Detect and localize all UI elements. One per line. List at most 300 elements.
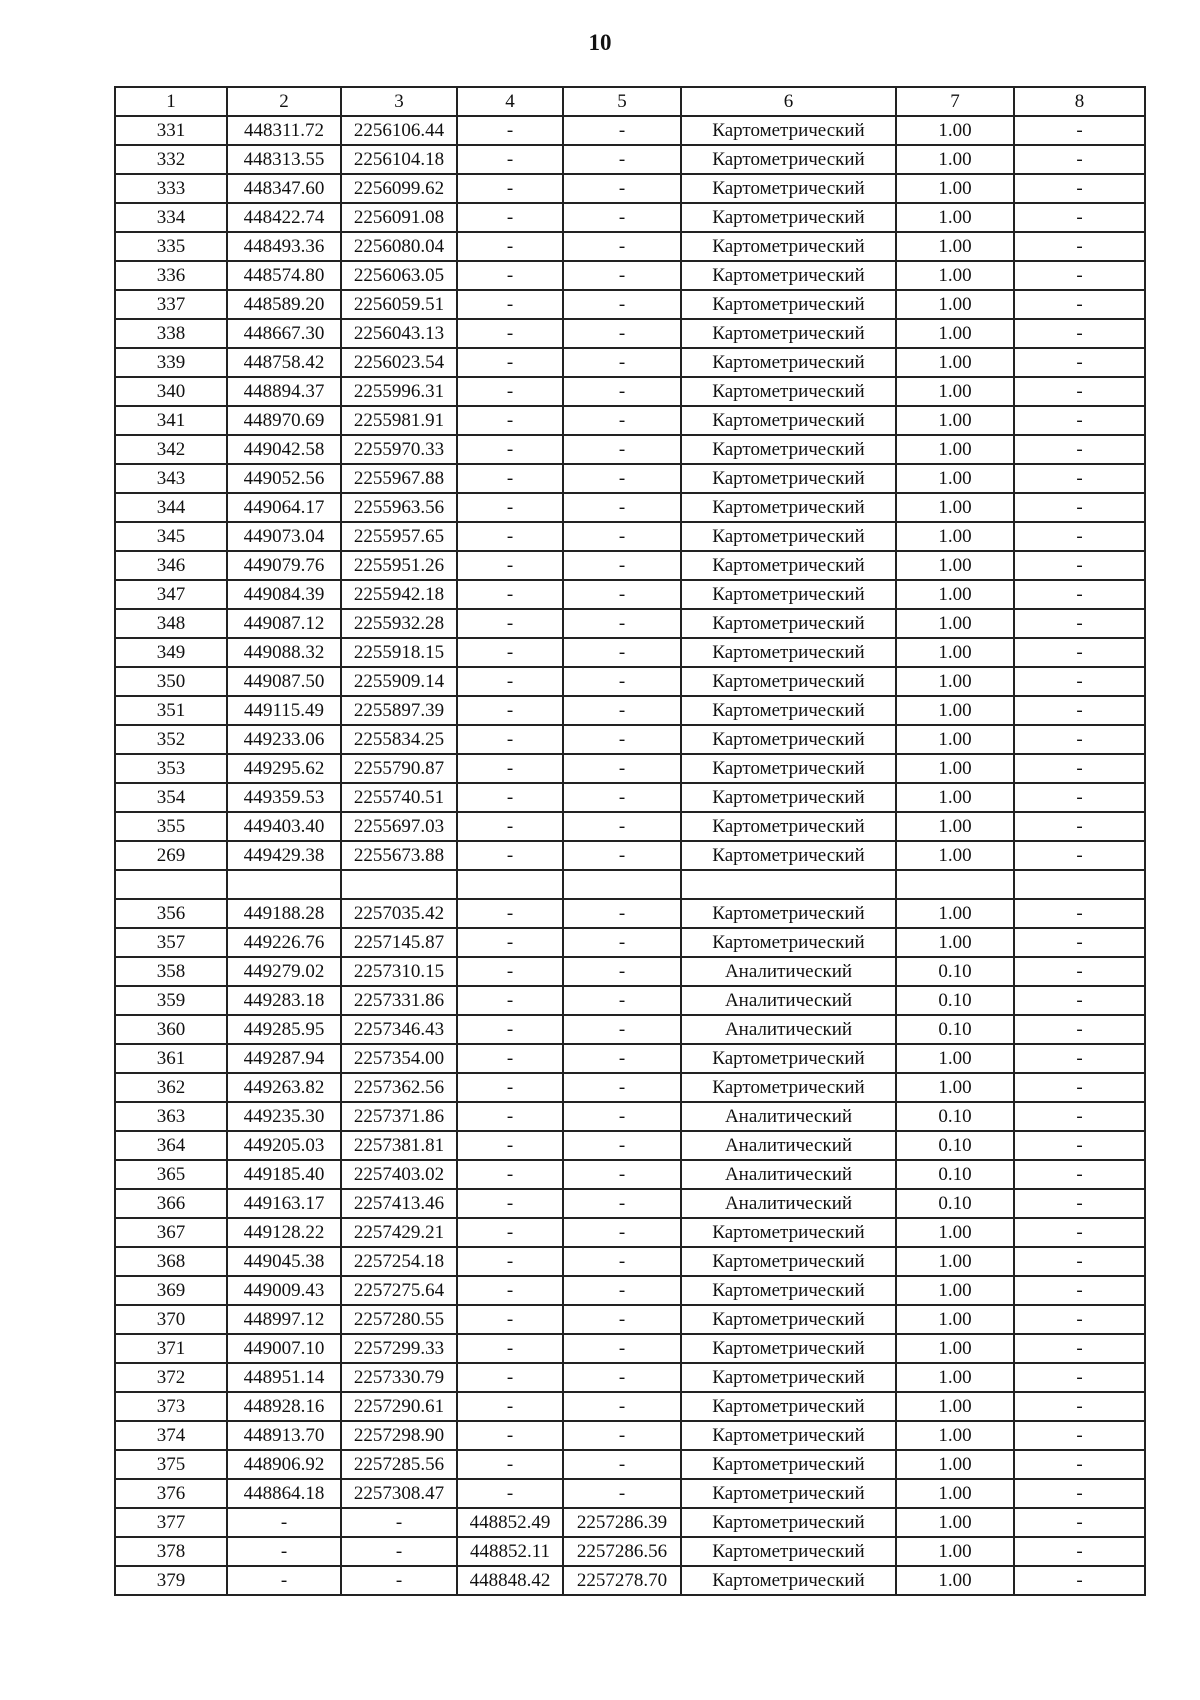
table-cell: 1.00 <box>896 928 1014 957</box>
table-cell: 2257308.47 <box>341 1479 457 1508</box>
table-cell: 449359.53 <box>227 783 341 812</box>
table-cell: - <box>563 841 681 870</box>
table-cell: 352 <box>115 725 227 754</box>
table-cell: - <box>457 812 563 841</box>
table-cell: 351 <box>115 696 227 725</box>
table-cell: 1.00 <box>896 290 1014 319</box>
table-row <box>115 1537 1145 1566</box>
table-cell: - <box>563 145 681 174</box>
table-cell: 1.00 <box>896 1334 1014 1363</box>
table-cell: - <box>563 522 681 551</box>
table-cell: - <box>563 174 681 203</box>
table-row <box>115 1189 1145 1218</box>
table-cell: 449235.30 <box>227 1102 341 1131</box>
table-cell: 2256091.08 <box>341 203 457 232</box>
table-cell: 337 <box>115 290 227 319</box>
table-cell: Картометрический <box>681 841 896 870</box>
table-cell: - <box>563 986 681 1015</box>
table-row <box>115 754 1145 783</box>
table-cell: 449128.22 <box>227 1218 341 1247</box>
table-cell: - <box>457 1044 563 1073</box>
table-body <box>115 116 1145 1595</box>
table-cell: 356 <box>115 899 227 928</box>
table-cell: 1.00 <box>896 1247 1014 1276</box>
table-cell: 2257381.81 <box>341 1131 457 1160</box>
table-row <box>115 1247 1145 1276</box>
table-cell: Картометрический <box>681 1392 896 1421</box>
table-cell: 363 <box>115 1102 227 1131</box>
table-cell: 344 <box>115 493 227 522</box>
table-cell: - <box>457 319 563 348</box>
table-cell: Аналитический <box>681 957 896 986</box>
table-cell: 449283.18 <box>227 986 341 1015</box>
table-cell: 449429.38 <box>227 841 341 870</box>
table-cell: 1.00 <box>896 1508 1014 1537</box>
table-cell: 332 <box>115 145 227 174</box>
table-cell: - <box>457 667 563 696</box>
table-cell: - <box>563 754 681 783</box>
table-cell: - <box>1014 725 1145 754</box>
column-header: 1 <box>115 87 227 116</box>
table-cell: 1.00 <box>896 1363 1014 1392</box>
table-cell: Аналитический <box>681 986 896 1015</box>
table-cell: 359 <box>115 986 227 1015</box>
table-cell: - <box>457 435 563 464</box>
table-cell: - <box>457 1450 563 1479</box>
table-cell: 2255697.03 <box>341 812 457 841</box>
table-cell: Картометрический <box>681 754 896 783</box>
table-cell: 345 <box>115 522 227 551</box>
table-cell: - <box>341 1508 457 1537</box>
table-cell: 449052.56 <box>227 464 341 493</box>
table-cell: - <box>457 1479 563 1508</box>
table-cell: Картометрический <box>681 464 896 493</box>
table-cell: 448758.42 <box>227 348 341 377</box>
table-cell: Картометрический <box>681 1508 896 1537</box>
table-cell: 376 <box>115 1479 227 1508</box>
table-cell: 2255834.25 <box>341 725 457 754</box>
table-cell: 449087.50 <box>227 667 341 696</box>
table-cell: 448313.55 <box>227 145 341 174</box>
table-cell: Картометрический <box>681 522 896 551</box>
table-cell: - <box>457 1102 563 1131</box>
table-row <box>115 1015 1145 1044</box>
table-cell: - <box>1014 1160 1145 1189</box>
table-row <box>115 1160 1145 1189</box>
table-cell: - <box>563 551 681 580</box>
table-cell: 448906.92 <box>227 1450 341 1479</box>
table-cell: 1.00 <box>896 638 1014 667</box>
table-cell: 449233.06 <box>227 725 341 754</box>
table-cell: - <box>227 1537 341 1566</box>
table-cell: - <box>1014 986 1145 1015</box>
table-cell: - <box>1014 841 1145 870</box>
table-cell: - <box>1014 1566 1145 1595</box>
table-cell: 448852.49 <box>457 1508 563 1537</box>
table-cell: 2257035.42 <box>341 899 457 928</box>
table-cell: 2255967.88 <box>341 464 457 493</box>
table-cell: - <box>1014 1073 1145 1102</box>
table-cell: - <box>563 464 681 493</box>
table-cell <box>681 870 896 899</box>
table-cell: 2255951.26 <box>341 551 457 580</box>
table-cell: 364 <box>115 1131 227 1160</box>
table-cell: 2255790.87 <box>341 754 457 783</box>
table-cell: 0.10 <box>896 1102 1014 1131</box>
column-header: 6 <box>681 87 896 116</box>
table-cell: - <box>457 1363 563 1392</box>
table-row <box>115 261 1145 290</box>
table-cell: Картометрический <box>681 1276 896 1305</box>
table-cell: - <box>1014 1450 1145 1479</box>
table-row <box>115 406 1145 435</box>
table-cell: - <box>457 1276 563 1305</box>
table-cell: 449226.76 <box>227 928 341 957</box>
table-cell: 1.00 <box>896 203 1014 232</box>
table-cell: Картометрический <box>681 725 896 754</box>
table-cell: Картометрический <box>681 377 896 406</box>
table-cell: 448970.69 <box>227 406 341 435</box>
table-cell: - <box>1014 1276 1145 1305</box>
table-row <box>115 696 1145 725</box>
table-cell: 350 <box>115 667 227 696</box>
table-cell: Картометрический <box>681 493 896 522</box>
table-cell: - <box>563 1102 681 1131</box>
table-cell: - <box>1014 174 1145 203</box>
table-cell: 1.00 <box>896 899 1014 928</box>
table-cell: - <box>1014 551 1145 580</box>
table-cell: Картометрический <box>681 1218 896 1247</box>
table-cell: 358 <box>115 957 227 986</box>
table-cell: - <box>563 609 681 638</box>
table-row <box>115 1421 1145 1450</box>
table-cell: - <box>563 638 681 667</box>
table-cell: - <box>457 377 563 406</box>
table-cell: - <box>1014 1044 1145 1073</box>
table-cell: 2256063.05 <box>341 261 457 290</box>
table-cell: 371 <box>115 1334 227 1363</box>
table-cell: 1.00 <box>896 1421 1014 1450</box>
table-cell: 2257310.15 <box>341 957 457 986</box>
table-row <box>115 841 1145 870</box>
table-cell: Аналитический <box>681 1131 896 1160</box>
table-cell: 342 <box>115 435 227 464</box>
table-cell: 1.00 <box>896 1450 1014 1479</box>
table-cell: Картометрический <box>681 551 896 580</box>
table-cell: 0.10 <box>896 1131 1014 1160</box>
table-cell: Картометрический <box>681 1044 896 1073</box>
table-cell: 343 <box>115 464 227 493</box>
table-cell: - <box>563 1073 681 1102</box>
table-cell: Картометрический <box>681 1566 896 1595</box>
table-cell <box>341 870 457 899</box>
table-cell: - <box>1014 957 1145 986</box>
table-row <box>115 1363 1145 1392</box>
table-row <box>115 493 1145 522</box>
table-cell: 1.00 <box>896 1044 1014 1073</box>
table-cell: - <box>457 174 563 203</box>
table-cell: - <box>563 1015 681 1044</box>
table-cell: 366 <box>115 1189 227 1218</box>
table-cell: - <box>457 986 563 1015</box>
table-cell: - <box>457 1305 563 1334</box>
table-cell: - <box>457 290 563 319</box>
table-cell: 339 <box>115 348 227 377</box>
column-header: 2 <box>227 87 341 116</box>
table-cell: 2256059.51 <box>341 290 457 319</box>
table-cell: 2256023.54 <box>341 348 457 377</box>
table-cell: 360 <box>115 1015 227 1044</box>
table-cell: 372 <box>115 1363 227 1392</box>
table-cell: - <box>457 406 563 435</box>
table-row <box>115 812 1145 841</box>
table-cell: 340 <box>115 377 227 406</box>
table-cell <box>227 870 341 899</box>
table-cell: Картометрический <box>681 203 896 232</box>
table-cell: 333 <box>115 174 227 203</box>
table-cell: - <box>457 1189 563 1218</box>
table-cell: 334 <box>115 203 227 232</box>
table-cell: 448864.18 <box>227 1479 341 1508</box>
table-cell: - <box>457 203 563 232</box>
table-cell: - <box>563 1334 681 1363</box>
table-cell: 377 <box>115 1508 227 1537</box>
table-cell: - <box>1014 1421 1145 1450</box>
table-row <box>115 1131 1145 1160</box>
table-cell: - <box>563 1044 681 1073</box>
table-cell: 1.00 <box>896 783 1014 812</box>
table-cell: - <box>563 1276 681 1305</box>
table-cell: 346 <box>115 551 227 580</box>
table-cell: 2257280.55 <box>341 1305 457 1334</box>
table-cell: - <box>563 290 681 319</box>
table-cell: 2255996.31 <box>341 377 457 406</box>
column-header: 7 <box>896 87 1014 116</box>
table-cell: - <box>563 1392 681 1421</box>
table-cell: Картометрический <box>681 1334 896 1363</box>
table-cell: 448913.70 <box>227 1421 341 1450</box>
table-cell: - <box>1014 203 1145 232</box>
table-cell: Картометрический <box>681 348 896 377</box>
table-cell <box>457 870 563 899</box>
table-cell: 349 <box>115 638 227 667</box>
table-cell: - <box>457 145 563 174</box>
table-cell: - <box>1014 1247 1145 1276</box>
table-cell: 449188.28 <box>227 899 341 928</box>
table-cell: 449042.58 <box>227 435 341 464</box>
table-cell: 2257354.00 <box>341 1044 457 1073</box>
table-cell: 2257429.21 <box>341 1218 457 1247</box>
table-cell: - <box>457 1392 563 1421</box>
table-cell: 448667.30 <box>227 319 341 348</box>
column-header: 3 <box>341 87 457 116</box>
table-cell: 1.00 <box>896 435 1014 464</box>
table-cell: 1.00 <box>896 1276 1014 1305</box>
table-row <box>115 1102 1145 1131</box>
table-cell <box>896 870 1014 899</box>
table-cell: Картометрический <box>681 1247 896 1276</box>
table-cell: 449009.43 <box>227 1276 341 1305</box>
table-cell: 2256104.18 <box>341 145 457 174</box>
table-row <box>115 580 1145 609</box>
table-cell: Картометрический <box>681 609 896 638</box>
table-cell: - <box>457 1073 563 1102</box>
table-cell: 2255963.56 <box>341 493 457 522</box>
table-cell: 1.00 <box>896 464 1014 493</box>
table-cell: - <box>563 406 681 435</box>
table-cell: 1.00 <box>896 377 1014 406</box>
table-cell: 1.00 <box>896 145 1014 174</box>
table-cell: 0.10 <box>896 1015 1014 1044</box>
table-row <box>115 1479 1145 1508</box>
table-cell: 1.00 <box>896 580 1014 609</box>
table-row <box>115 1276 1145 1305</box>
table-cell: - <box>457 609 563 638</box>
table-cell: 449064.17 <box>227 493 341 522</box>
table-cell: 2257278.70 <box>563 1566 681 1595</box>
table-cell: - <box>1014 1305 1145 1334</box>
table-cell: 448997.12 <box>227 1305 341 1334</box>
table-row <box>115 145 1145 174</box>
table-cell: 365 <box>115 1160 227 1189</box>
table-cell: 347 <box>115 580 227 609</box>
table-cell: Картометрический <box>681 783 896 812</box>
table-row <box>115 870 1145 899</box>
table-cell: - <box>563 812 681 841</box>
table-cell: 2257403.02 <box>341 1160 457 1189</box>
table-cell: 353 <box>115 754 227 783</box>
table-cell: 341 <box>115 406 227 435</box>
table-cell: - <box>563 1305 681 1334</box>
table-cell: - <box>457 899 563 928</box>
table-cell: Картометрический <box>681 406 896 435</box>
table-cell: 1.00 <box>896 1392 1014 1421</box>
table-cell: 449115.49 <box>227 696 341 725</box>
table-cell: 2257145.87 <box>341 928 457 957</box>
table-cell: - <box>1014 348 1145 377</box>
table-cell: - <box>457 1160 563 1189</box>
table-cell: 2256080.04 <box>341 232 457 261</box>
table-cell: 2257290.61 <box>341 1392 457 1421</box>
table-cell: 2255918.15 <box>341 638 457 667</box>
table-cell: 1.00 <box>896 348 1014 377</box>
table-cell: 449403.40 <box>227 812 341 841</box>
table-cell: 348 <box>115 609 227 638</box>
table-row <box>115 319 1145 348</box>
table-cell: 2255897.39 <box>341 696 457 725</box>
table-cell: 1.00 <box>896 116 1014 145</box>
table-cell: - <box>457 1218 563 1247</box>
table-cell: Картометрический <box>681 319 896 348</box>
table-row <box>115 1218 1145 1247</box>
table-cell: - <box>563 1247 681 1276</box>
table-cell: 1.00 <box>896 841 1014 870</box>
table-cell: 1.00 <box>896 551 1014 580</box>
table-cell: Аналитический <box>681 1160 896 1189</box>
table-cell: 448574.80 <box>227 261 341 290</box>
table-cell: 2257286.39 <box>563 1508 681 1537</box>
table-cell: - <box>1014 377 1145 406</box>
table-row <box>115 522 1145 551</box>
table-cell: 2257254.18 <box>341 1247 457 1276</box>
table-cell: Картометрический <box>681 1450 896 1479</box>
table-cell: - <box>1014 580 1145 609</box>
table-cell: - <box>563 1218 681 1247</box>
table-cell: - <box>563 957 681 986</box>
table-row <box>115 464 1145 493</box>
table-cell: - <box>1014 1508 1145 1537</box>
table-cell: - <box>457 493 563 522</box>
table-row <box>115 957 1145 986</box>
table-cell: 449295.62 <box>227 754 341 783</box>
table-cell: 2255957.65 <box>341 522 457 551</box>
table-cell: - <box>1014 1131 1145 1160</box>
table-cell: - <box>563 377 681 406</box>
table-cell: - <box>457 464 563 493</box>
table-row <box>115 1508 1145 1537</box>
table-row <box>115 435 1145 464</box>
table-cell: 0.10 <box>896 957 1014 986</box>
table-cell: - <box>1014 754 1145 783</box>
table-cell: - <box>563 203 681 232</box>
table-cell: - <box>563 783 681 812</box>
table-cell: - <box>1014 696 1145 725</box>
table-cell: - <box>457 1421 563 1450</box>
table-cell: - <box>1014 783 1145 812</box>
table-cell: - <box>1014 522 1145 551</box>
table-row <box>115 1334 1145 1363</box>
table-cell: 1.00 <box>896 1218 1014 1247</box>
table-cell: 449073.04 <box>227 522 341 551</box>
table-cell: 449045.38 <box>227 1247 341 1276</box>
table-cell: 449287.94 <box>227 1044 341 1073</box>
table-cell: - <box>1014 667 1145 696</box>
table-cell: - <box>563 116 681 145</box>
table-cell: 448951.14 <box>227 1363 341 1392</box>
table-cell: - <box>563 580 681 609</box>
table-cell: - <box>457 957 563 986</box>
table-cell: 449163.17 <box>227 1189 341 1218</box>
table-cell: - <box>227 1508 341 1537</box>
table-cell: - <box>563 348 681 377</box>
table-cell: 1.00 <box>896 1073 1014 1102</box>
page-number: 10 <box>588 30 612 55</box>
table-cell: Картометрический <box>681 1073 896 1102</box>
table-cell: - <box>563 1363 681 1392</box>
table-cell: - <box>1014 928 1145 957</box>
table-row <box>115 986 1145 1015</box>
table-cell: Картометрический <box>681 116 896 145</box>
table-cell: - <box>1014 1189 1145 1218</box>
table-cell: Аналитический <box>681 1102 896 1131</box>
table-cell: 369 <box>115 1276 227 1305</box>
table-cell: - <box>457 1131 563 1160</box>
table-cell: 335 <box>115 232 227 261</box>
table-cell: 449185.40 <box>227 1160 341 1189</box>
table-cell: - <box>563 319 681 348</box>
table-cell: 2257331.86 <box>341 986 457 1015</box>
table-cell: - <box>457 783 563 812</box>
table-cell: 379 <box>115 1566 227 1595</box>
table-cell: 269 <box>115 841 227 870</box>
table-cell: Картометрический <box>681 261 896 290</box>
table-row <box>115 377 1145 406</box>
table-cell: 1.00 <box>896 1537 1014 1566</box>
table-cell: - <box>1014 1102 1145 1131</box>
table-cell: - <box>457 928 563 957</box>
table-cell: 2255740.51 <box>341 783 457 812</box>
coordinates-table <box>114 86 1146 1596</box>
